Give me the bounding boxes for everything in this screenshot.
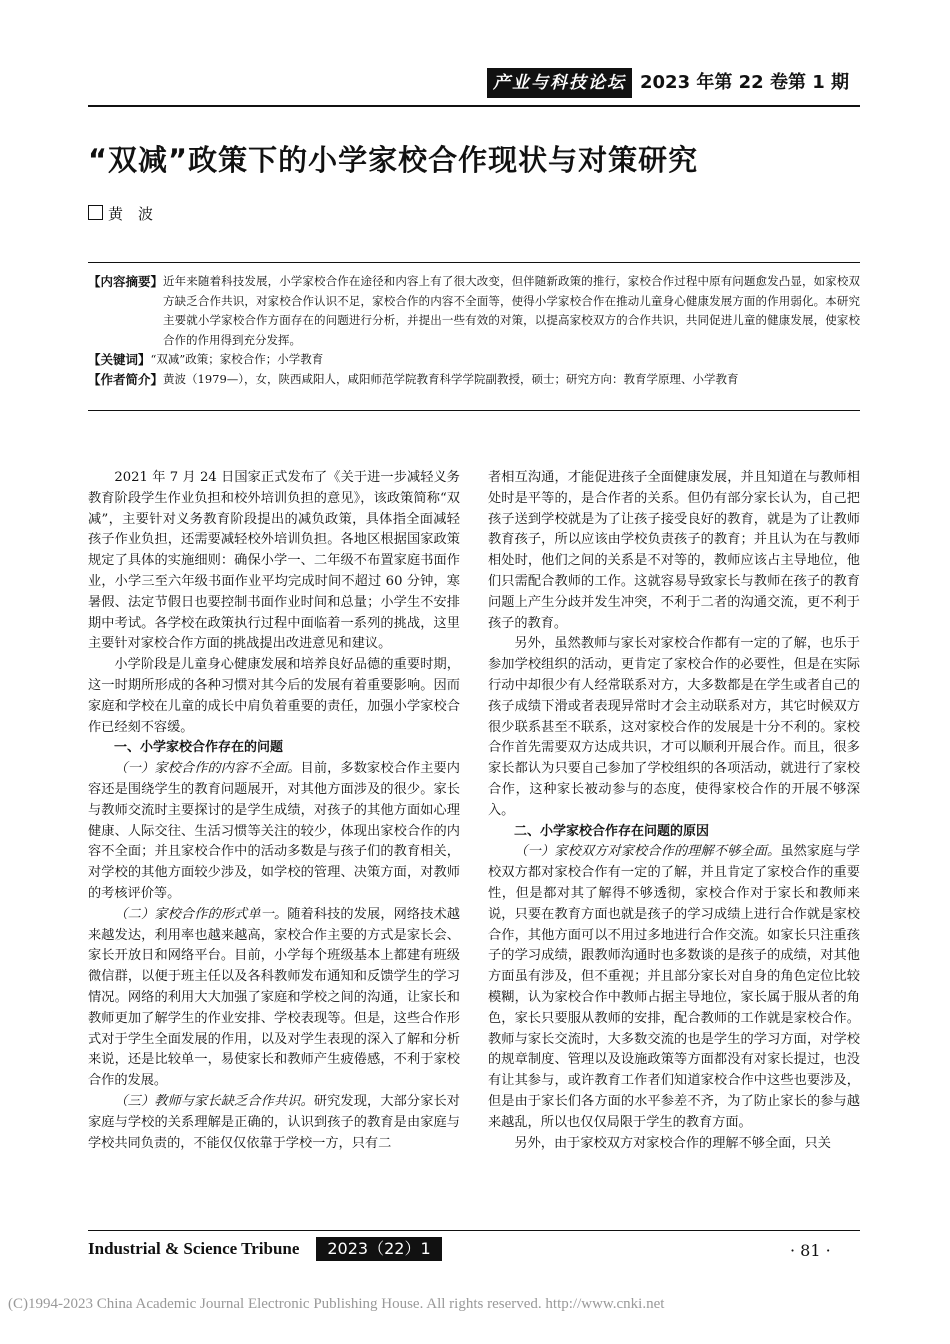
paragraph: 另外，虽然教师与家长对家校合作都有一定的了解，也乐于参加学校组织的活动，更肯定了家校合作的必要性，但是在实际行动中却很少有人经常联系对方，大多数都是在学生或者自己的孩子成绩下滑或者表现异常时才会主动联系对方，其它时候双方很少联系甚至不联系，这对家校合作的发展是十分不利的。家校合作首先需要双方达成共识，才可以顺利开展合作。而且，很多家长都认为只要自己参加了学校组织的各项活动，就进行了家校合作，这种家长被动参与的态度，使得家校合作的开展不够深入。 (488, 636, 860, 818)
body-right-column (488, 468, 860, 1154)
paragraph (88, 1092, 460, 1154)
section-heading: 一、小学家校合作存在的问题 (114, 740, 284, 756)
paragraph (488, 842, 860, 1133)
abstract (88, 272, 860, 350)
article-meta (88, 272, 860, 390)
keywords (88, 350, 860, 370)
author-bio-text: 黄波（1979—），女，陕西咸阳人，咸阳师范学院教育科学学院副教授，硕士；研究方向：教育学原理、小学教育 (163, 371, 739, 386)
abstract-text: 近年来随着科技发展，小学家校合作在途径和内容上有了很大改变，但伴随新政策的推行，家校合作过程中原有问题愈发凸显，如家校双方缺乏合作共识，对家校合作认识不足，家校合作的内容不全面等，使得小学家校合作在推动儿童身心健康发展方面的作用弱化。本研究主要就小学家校合作方面存在的问题进行分析，并提出一些有效的对策，以提高家校双方的合作共识，共同促进儿童的健康发展，使家校合作的作用得到充分发挥。 (163, 274, 860, 347)
copyright-line: (C)1994-2023 China Academic Journal Electronic Publishing House. All rights reserved. http://www.cnki.net (8, 1296, 665, 1312)
subsection-text: 研究发现，大部分家长对家庭与学校的关系理解是正确的，认识到孩子的教育是由家庭与学校共同负责的，不能仅仅依靠于学校一方，只有二 (88, 1093, 460, 1151)
subsection-label: （一）家校合作的内容不全面。 (114, 761, 301, 777)
article-title: “双减”政策下的小学家校合作现状与对策研究 (88, 143, 699, 177)
author-bio (88, 370, 860, 390)
author-name: 黄 波 (108, 205, 154, 223)
header-rule (88, 105, 860, 107)
keywords-label: 【关键词】 (88, 352, 151, 368)
author-line (88, 203, 153, 224)
subsection-text: 随着科技的发展，网络技术越来越发达，利用率也越来越高，家校合作主要的方式是家长会、家长开放日和网络平台。目前，小学每个班级基本上都建有班级微信群，以便于班主任以及各科教师发布通知和反馈学生的学习情况。网络的利用大大加强了家庭和学校之间的沟通，让家长和教师更加了解学生的作业安排、学校表现等。但是，这些合作形式对于学生全面发展的作用，以及对学生表现的深入了解和分析来说，还是比较单一，易使家长和教师产生疲倦感，不利于家校合作的发展。 (88, 906, 460, 1089)
subsection-text: 目前，多数家校合作主要内容还是围绕学生的教育问题展开，对其他方面涉及的很少。家长与教师交流时主要探讨的是学生成绩，对孩子的其他方面如心理健康、人际交往、生活习惯等关注的较少，体现出家校合作的内容不全面；并且家校合作中的活动多数是与孩子们的教育相关，对学校的其他方面较少涉及，如学校的管理、决策方面，对教师的考核评价等。 (88, 761, 460, 901)
journal-badge: 产业与科技论坛 (487, 68, 632, 98)
paragraph: 另外，由于家校双方对家校合作的理解不够全面，只关 (514, 1135, 831, 1151)
footer-issue: 2023（22）1 (316, 1237, 442, 1261)
keywords-text: “双减”政策；家校合作；小学教育 (150, 352, 324, 367)
paragraph (88, 759, 460, 905)
paragraph: 者相互沟通，才能促进孩子全面健康发展，并且知道在与教师相处时是平等的，是合作者的关系。但仍有部分家长认为，自己把孩子送到学校就是为了让孩子接受良好的教育，就是为了让教师教育孩子，所以应该由学校负责孩子的教育；并且认为在与教师相处时，他们之间的关系是不对等的，教师应该占主导地位，他们只需配合教师的工作。这就容易导致家长与教师在孩子的教育问题上产生分歧并发生冲突，不利于二者的沟通交流，更不利于孩子的教育。 (488, 470, 860, 631)
page-number: · 81 · (790, 1241, 831, 1260)
footer-rule (88, 1230, 860, 1231)
subsection-label: （二）家校合作的形式单一。 (114, 906, 288, 922)
section-heading: 二、小学家校合作存在问题的原因 (514, 823, 710, 839)
meta-top-rule (88, 262, 860, 263)
subsection-label: （三）教师与家长缺乏合作共识。 (114, 1093, 314, 1109)
paragraph (88, 905, 460, 1092)
paragraph: 小学阶段是儿童身心健康发展和培养良好品德的重要时期，这一时期所形成的各种习惯对其今后的发展有着重要影响。因而家庭和学校在儿童的成长中肩负着重要的责任，加强小学家校合作已经刻不容缓。 (88, 657, 460, 735)
body-left-column (88, 468, 460, 1154)
footer-journal: Industrial & Science Tribune (88, 1239, 300, 1258)
meta-bottom-rule (88, 410, 860, 411)
abstract-label: 【内容摘要】 (88, 274, 164, 289)
subsection-label: （一）家校双方对家校合作的理解不够全面。 (514, 844, 781, 860)
paragraph: 2021 年 7 月 24 日国家正式发布了《关于进一步减轻义务教育阶段学生作业负担和校外培训负担的意见》，该政策简称“双减”，主要针对义务教育阶段提出的减负政策，具体指全面减轻孩子作业负担，还需要减轻校外培训负担。各地区根据国家政策规定了具体的实施细则：确保小学一、二年级不布置家庭书面作业，小学三至六年级书面作业平均完成时间不超过 60 分钟，寒暑假、法定节假日也要控制书面作业时间和总量；小学生不安排期中考试。各学校在政策执行过程中面临着一系列的挑战，这里主要针对家校合作方面的挑战提出改进意见和建议。 (88, 470, 460, 652)
issue-info: 2023 年第 22 卷第 1 期 (640, 72, 850, 93)
author-box-icon (88, 205, 103, 220)
subsection-text: 虽然家庭与学校双方都对家校合作有一定的了解，并且肯定了家校合作的重要性，但是都对其了解得不够透彻，家校合作对于家长和教师来说，只要在教育方面也就是孩子的学习成绩上进行合作就是家校合作，其他方面可以不用过多地进行合作交流。如家长只注重孩子的学习成绩，跟教师沟通时也多数谈的是孩子的成绩，对其他方面虽有涉及，但不重视；并且部分家长对自身的角色定位比较模糊，认为家校合作中教师占据主导地位，家长属于服从者的角色，家长只要服从教师的安排，配合教师的工作就是家校合作。教师与家长交流时，大多数交流的也是学生的学习方面，对学校的规章制度、管理以及设施政策等方面都没有对家长提过，也没有让其参与，或许教育工作者们知道家校合作中这些也要涉及，但是由于家长们各方面的水平参差不齐，为了防止家长的参与越来越乱，所以也仅仅局限于学生的教育方面。 (488, 844, 860, 1130)
author-bio-label: 【作者简介】 (88, 371, 164, 387)
